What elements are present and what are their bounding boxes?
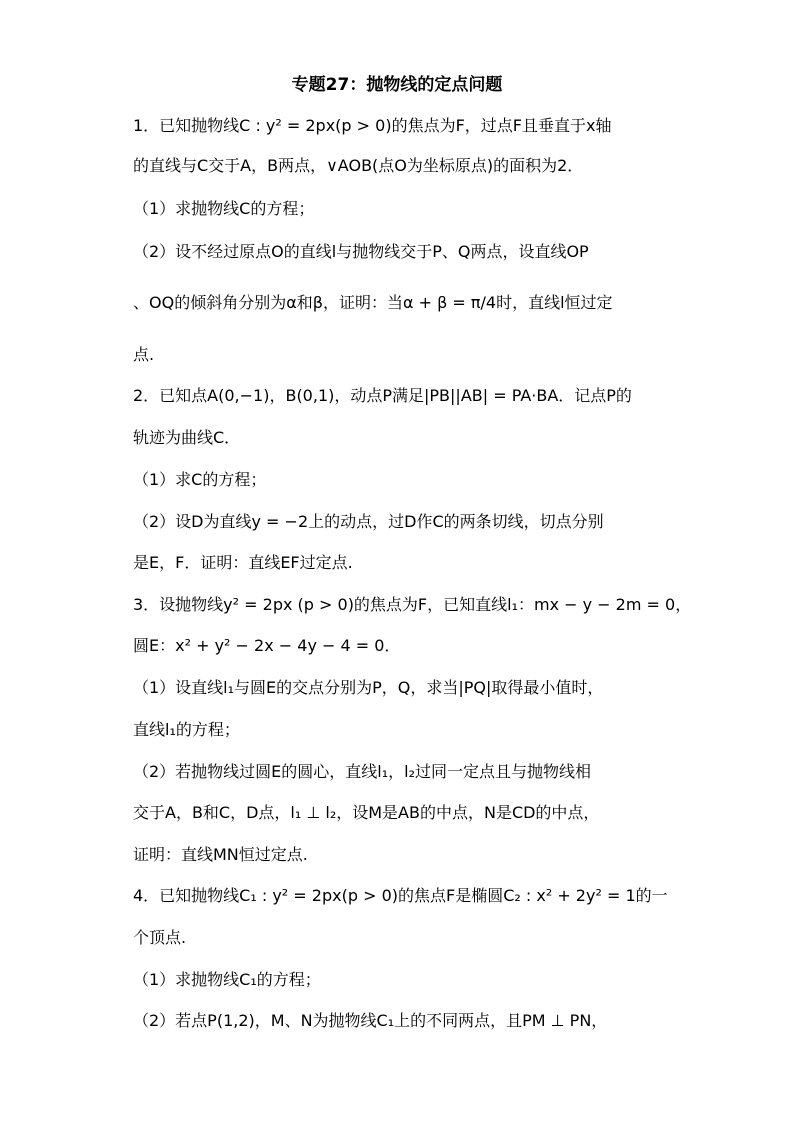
text-line: 证明：直线MN恒过定点. — [133, 845, 308, 864]
text-line: 4．已知抛物线C₁ : y² = 2px(p > 0)的焦点F是椭圆C₂ : x² + 2y² = 1的一 — [133, 886, 668, 905]
text-line: 1．已知抛物线C : y² = 2px(p > 0)的焦点为F，过点F且垂直于x轴 — [133, 116, 612, 135]
text-line: （2）若点P(1,2)，M、N为抛物线C₁上的不同两点，且PM ⊥ PN， — [133, 1011, 608, 1030]
text-line: 3．设抛物线y² = 2px (p > 0)的焦点为F，已知直线l₁：mx − y − 2m = 0， — [133, 595, 692, 614]
page-title: 专题27：抛物线的定点问题 — [291, 75, 503, 95]
text-line: 轨迹为曲线C． — [133, 428, 241, 447]
text-line: 个顶点. — [133, 928, 187, 947]
text-line: 、OQ的倾斜角分别为α和β，证明：当α + β = π/4时，直线l恒过定 — [133, 293, 613, 312]
text-line: 是E，F．证明：直线EF过定点. — [133, 553, 353, 572]
text-line: （1）求C的方程； — [133, 470, 267, 489]
text-line: 直线l₁的方程； — [133, 720, 240, 739]
text-line: 圆E：x² + y² − 2x − 4y − 4 = 0． — [133, 636, 401, 655]
text-line: 2．已知点A(0,−1)，B(0,1)，动点P满足|PB||AB| = PA·BA．记点P的 — [133, 386, 632, 405]
text-line: （2）若抛物线过圆E的圆心，直线l₁，l₂过同一定点且与抛物线相 — [133, 762, 592, 781]
text-line: 的直线与C交于A，B两点，∨AOB(点O为坐标原点)的面积为2． — [133, 156, 584, 175]
text-line: 交于A，B和C，D点，l₁ ⊥ l₂，设M是AB的中点，N是CD的中点， — [133, 803, 600, 822]
text-line: 点. — [133, 345, 155, 364]
text-line: （1）求抛物线C的方程； — [133, 199, 315, 218]
text-line: （2）设D为直线y = −2上的动点，过D作C的两条切线，切点分别 — [133, 512, 604, 531]
text-line: （1）设直线l₁与圆E的交点分别为P，Q，求当|PQ|取得最小值时， — [133, 678, 604, 697]
text-line: （1）求抛物线C₁的方程； — [133, 970, 321, 989]
text-line: （2）设不经过原点O的直线l与抛物线交于P、Q两点，设直线OP — [133, 242, 589, 261]
